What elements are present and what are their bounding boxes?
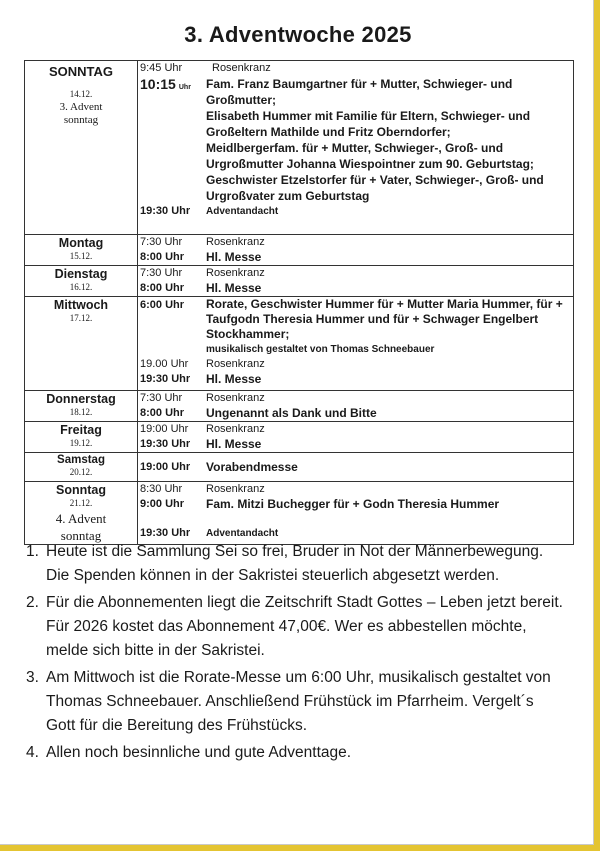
day-note: 4. Advent sonntag	[55, 511, 107, 543]
entry-text: Geschwister Etzelstorfer für + Vater, Schwieger-, Groß- und Urgroßvater zum Geburtstag	[206, 173, 544, 203]
entry	[138, 406, 573, 421]
announcement-item	[26, 591, 566, 663]
entry-time	[138, 76, 206, 108]
day-name: Donnerstag	[46, 392, 116, 406]
entry	[138, 281, 573, 296]
entry-text: Rosenkranz	[206, 392, 265, 404]
announcement-text: Am Mittwoch ist die Rorate-Messe um 6:00 Uhr, musikalisch gestaltet von Thomas Schneebauer. Anschließend Frühstück im Pfarrheim. Vergelt´s Gott für die Bereitung des Frühstücks.	[46, 669, 551, 734]
entries-cell	[138, 61, 574, 235]
entry-time: 7:30 Uhr	[140, 236, 183, 248]
entry-text: Elisabeth Hummer mit Familie für Eltern, Schwieger- und Großeltern Mathilde und Fritz Oberndorfer;	[206, 109, 531, 139]
entry-time: 9:45 Uhr	[140, 62, 183, 74]
entry-text: Adventandacht	[206, 528, 279, 539]
entries-cell	[138, 482, 574, 545]
entry-text: Hl. Messe	[206, 372, 262, 386]
day-date: 18.12.	[69, 407, 93, 417]
entry-time: 6:00 Uhr	[140, 299, 185, 311]
day-cell	[25, 235, 138, 266]
entry-time	[138, 108, 206, 140]
entry-text: musikalisch gestaltet von Thomas Schneebauer	[206, 344, 435, 355]
entry-text: Vorabendmesse	[206, 459, 298, 474]
entry-text: Fam. Franz Baumgartner für + Mutter, Schwieger- und Großmutter;	[206, 77, 513, 107]
day-row-friday	[25, 422, 574, 453]
announcement-number: 4.	[26, 744, 39, 761]
entry-time: 19:00 Uhr	[140, 460, 191, 473]
entry-time: 7:30 Uhr	[140, 392, 183, 404]
announcement-item	[26, 540, 566, 588]
day-name: SONNTAG	[48, 64, 114, 79]
entry-text: Meidlbergerfam. für + Mutter, Schwieger-, Groß- und Urgroßmutter Johanna Wiespointner zum 90. Geburtstag;	[206, 141, 534, 171]
page-title: 3. Adventwoche 2025	[184, 22, 412, 47]
entry-text: Rosenkranz	[206, 267, 265, 279]
entry-time: 19.00 Uhr	[140, 358, 189, 370]
entry-time-value: 10:15	[140, 76, 176, 92]
entry-time: 19:00 Uhr	[140, 423, 189, 435]
entry	[138, 357, 573, 372]
announcements-list	[26, 540, 566, 768]
day-name: Samstag	[57, 454, 105, 466]
entry	[138, 266, 573, 281]
entries-cell	[138, 266, 574, 297]
day-date: 17.12.	[69, 313, 93, 323]
entries-cell	[138, 391, 574, 422]
entry	[138, 422, 573, 437]
day-row-sunday-1	[25, 61, 574, 235]
entry-text: Ungenannt als Dank und Bitte	[206, 406, 377, 420]
entry-text: Rorate, Geschwister Hummer für + Mutter Maria Hummer, für + Taufgodn Theresia Hummer und für + Schwager Engelbert Stockhammer;	[206, 297, 563, 341]
entry	[138, 297, 573, 342]
entry-time: 19:30 Uhr	[140, 438, 191, 450]
day-cell	[25, 61, 138, 235]
entry	[138, 437, 573, 452]
day-row-saturday	[25, 453, 574, 482]
entry-text: Rosenkranz	[212, 62, 271, 74]
entries-cell	[138, 453, 574, 482]
entry-text: Fam. Mitzi Buchegger für + Godn Theresia Hummer	[206, 497, 500, 511]
day-name: Montag	[58, 236, 104, 250]
entry	[138, 140, 573, 172]
entry-time: 19:30 Uhr	[140, 373, 191, 385]
entry-text: Rosenkranz	[206, 358, 265, 370]
announcement-item	[26, 741, 566, 765]
entry	[138, 76, 573, 108]
entries-cell	[138, 297, 574, 391]
announcement-number: 3.	[26, 669, 39, 686]
entry	[138, 61, 573, 76]
entry	[138, 482, 573, 497]
day-date: 16.12.	[69, 282, 93, 292]
entry-time: 9:00 Uhr	[140, 498, 185, 510]
day-row-thursday	[25, 391, 574, 422]
entry	[138, 391, 573, 406]
entry-time: 8:00 Uhr	[140, 251, 185, 263]
entry	[138, 172, 573, 204]
day-row-monday	[25, 235, 574, 266]
entry-text: Rosenkranz	[206, 423, 265, 435]
day-cell	[25, 266, 138, 297]
day-row-wednesday	[25, 297, 574, 391]
day-date: 20.12.	[69, 467, 93, 477]
day-cell	[25, 297, 138, 391]
entry-time: 8:00 Uhr	[140, 407, 185, 419]
day-name: Freitag	[60, 423, 102, 437]
entry-time-suffix: Uhr	[178, 84, 191, 91]
entry-text: Hl. Messe	[206, 437, 262, 451]
announcement-text: Heute ist die Sammlung Sei so frei, Bruder in Not der Männerbewegung. Die Spenden können in der Sakristei steuerlich abgesetzt werden.	[46, 543, 544, 584]
day-date: 21.12.	[69, 498, 93, 508]
entry	[138, 526, 573, 541]
day-cell	[25, 482, 138, 545]
entry	[138, 497, 573, 512]
day-name: Dienstag	[54, 267, 108, 281]
entries-cell	[138, 422, 574, 453]
entry	[138, 204, 573, 219]
entry-time	[138, 140, 206, 172]
entry-time: 8:00 Uhr	[140, 282, 185, 294]
day-row-tuesday	[25, 266, 574, 297]
day-cell	[25, 422, 138, 453]
announcement-number: 2.	[26, 594, 39, 611]
day-name: Mittwoch	[53, 298, 109, 312]
entry-time: 19:30 Uhr	[140, 205, 191, 217]
entry-time: 8:30 Uhr	[140, 483, 183, 495]
entry-time	[138, 172, 206, 204]
day-cell	[25, 453, 138, 482]
entry-time: 7:30 Uhr	[140, 267, 183, 279]
day-date: 15.12.	[69, 251, 93, 261]
entries-cell	[138, 235, 574, 266]
entry	[138, 460, 573, 475]
entry-time: 19:30 Uhr	[140, 527, 191, 539]
entry-text: Rosenkranz	[206, 236, 265, 248]
entry-text: Hl. Messe	[206, 281, 262, 295]
day-name: Sonntag	[56, 483, 106, 497]
announcement-number: 1.	[26, 543, 39, 560]
entry-time	[138, 342, 206, 357]
entry	[138, 235, 573, 250]
entry	[138, 108, 573, 140]
schedule-table	[24, 60, 574, 545]
day-note: 3. Advent sonntag	[59, 101, 103, 126]
entry-text: Rosenkranz	[206, 483, 265, 495]
entry	[138, 342, 573, 357]
announcement-text: Allen noch besinnliche und gute Adventtage.	[46, 744, 352, 761]
entry	[138, 250, 573, 265]
day-date: 14.12.	[69, 89, 93, 99]
announcement-item	[26, 666, 566, 738]
entry	[138, 372, 573, 387]
entry-text: Hl. Messe	[206, 250, 262, 264]
announcement-text: Für die Abonnementen liegt die Zeitschrift Stadt Gottes – Leben jetzt bereit. Für 2026 kostet das Abonnement 47,00€. Wer es abbestellen möchte, melde sich bitte in der Sakristei.	[46, 594, 563, 659]
day-date: 19.12.	[69, 438, 93, 448]
day-row-sunday-2	[25, 482, 574, 545]
day-cell	[25, 391, 138, 422]
entry-text: Adventandacht	[206, 206, 279, 217]
